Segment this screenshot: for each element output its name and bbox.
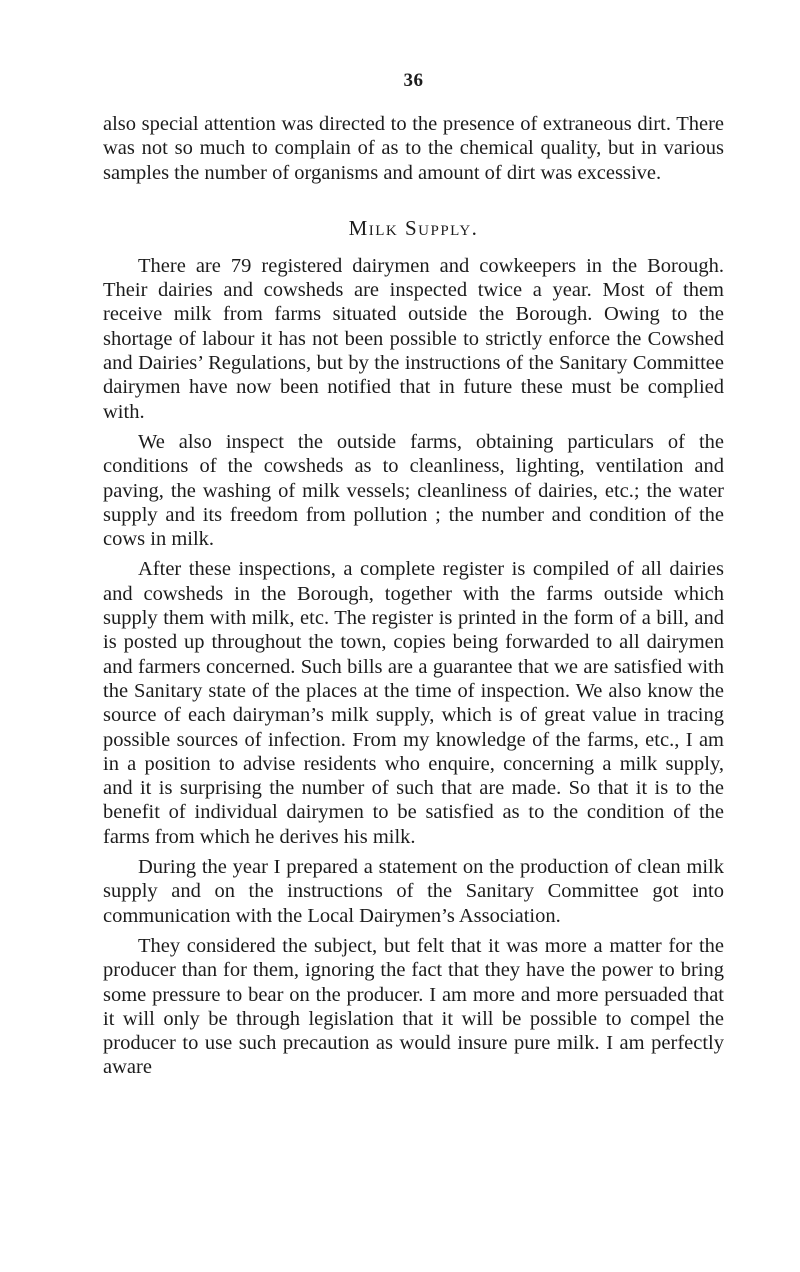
- paragraph-register: After these inspections, a complete register is compiled of all dairies and cowsheds in the Borough, together with the farms outside which supply them with milk, etc. The register is printed in the form of a bill, and is posted up throughout the town, copies being forwarded to all dairymen and farmers concerned. Such bills are a guarantee that we are satisfied with the Sanitary state of the places at the time of inspection. We also know the source of each dairyman’s milk supply, which is of great value in tracing possible sources of infection. From my knowledge of the farms, etc., I am in a position to advise residents who enquire, concerning a milk supply, and it is surprising the number of such that are made. So that it is to the benefit of individual dairymen to be satisfied as to the condition of the farms from which he derives his milk.: [103, 558, 724, 848]
- paragraph-registered-dairymen: There are 79 registered dairymen and cowkeepers in the Borough. Their dairies and cowsheds are inspected twice a year. Most of them receive milk from farms situated outside the Borough. Owing to the shortage of labour it has not been possible to strictly enforce the Cowshed and Dairies’ Regulations, but by the instructions of the Sanitary Committee dairymen have now been notified that in future these must be complied with.: [103, 254, 724, 423]
- paragraph-association-response: They considered the subject, but felt that it was more a matter for the producer than for them, ignoring the fact that they have the power to bring some pressure to bear on the producer. I am more and more persuaded that it will only be through legislation that it will be possible to compel the producer to use such precaution as would insure pure milk. I am perfectly aware: [103, 934, 724, 1079]
- paragraph-clean-milk-statement: During the year I prepared a statement on the production of clean milk supply and on the instructions of the Sanitary Committee got into communication with the Local Dairymen’s Association.: [103, 856, 724, 927]
- body-text: [103, 112, 724, 1080]
- opening-paragraph: also special attention was directed to the presence of extraneous dirt. There was not so much to complain of as to the chemical quality, but in various samples the number of organisms and amount of dirt was excessive.: [103, 113, 724, 184]
- page-number: 36: [403, 70, 424, 91]
- section-heading-milk-supply: Milk Supply.: [348, 215, 479, 240]
- paragraph-outside-farms: We also inspect the outside farms, obtaining particulars of the conditions of the cowsheds as to cleanliness, lighting, ventilation and paving, the washing of milk vessels; cleanliness of dairies, etc.; the water supply and its freedom from pollution ; the number and condition of the cows in milk.: [103, 430, 724, 551]
